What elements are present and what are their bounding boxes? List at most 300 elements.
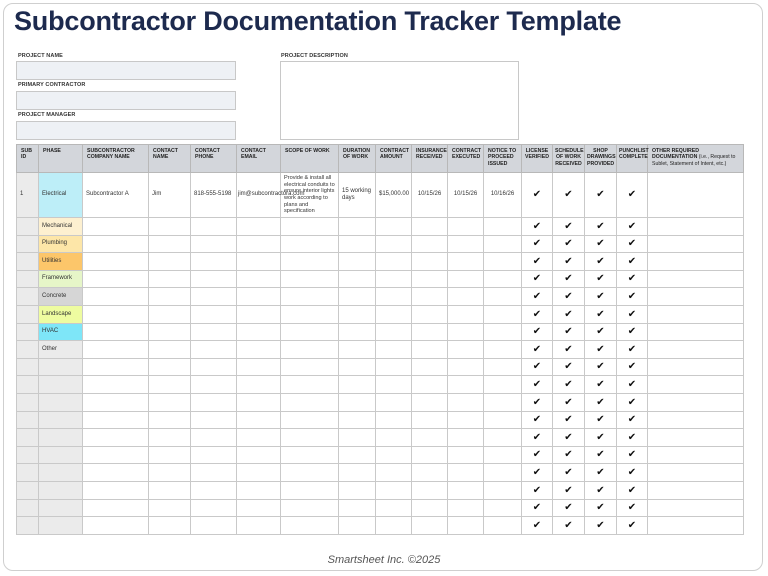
cell-phase[interactable] xyxy=(39,446,83,464)
cell-notice[interactable] xyxy=(484,481,522,499)
cell-duration[interactable] xyxy=(339,429,376,447)
cell-contact-email[interactable] xyxy=(237,288,281,306)
check-schedule[interactable]: ✔ xyxy=(553,253,585,271)
cell-other-docs[interactable] xyxy=(648,253,744,271)
check-schedule[interactable]: ✔ xyxy=(553,464,585,482)
cell-contact-name[interactable] xyxy=(149,341,191,359)
cell-insurance[interactable] xyxy=(412,429,448,447)
cell-insurance[interactable] xyxy=(412,464,448,482)
cell-contact-name[interactable] xyxy=(149,288,191,306)
cell-company[interactable] xyxy=(83,411,149,429)
cell-phase[interactable] xyxy=(39,376,83,394)
check-punchlist[interactable]: ✔ xyxy=(617,235,648,253)
cell-contact-name[interactable] xyxy=(149,358,191,376)
cell-scope[interactable] xyxy=(281,429,339,447)
cell-contact-phone[interactable] xyxy=(191,305,237,323)
cell-phase[interactable]: Mechanical xyxy=(39,218,83,236)
cell-contact-email[interactable] xyxy=(237,464,281,482)
cell-phase[interactable]: Landscape xyxy=(39,305,83,323)
cell-executed[interactable]: 10/15/26 xyxy=(448,173,484,218)
cell-insurance[interactable]: 10/15/26 xyxy=(412,173,448,218)
check-punchlist[interactable]: ✔ xyxy=(617,358,648,376)
check-punchlist[interactable]: ✔ xyxy=(617,499,648,517)
cell-sub-id[interactable]: 1 xyxy=(17,173,39,218)
cell-insurance[interactable] xyxy=(412,323,448,341)
cell-contact-name[interactable] xyxy=(149,376,191,394)
cell-phase[interactable]: Concrete xyxy=(39,288,83,306)
cell-company[interactable] xyxy=(83,446,149,464)
check-license[interactable]: ✔ xyxy=(522,270,553,288)
cell-sub-id[interactable] xyxy=(17,376,39,394)
project-name-field[interactable] xyxy=(16,61,236,80)
project-description-field[interactable] xyxy=(280,61,519,140)
cell-insurance[interactable] xyxy=(412,358,448,376)
check-punchlist[interactable]: ✔ xyxy=(617,446,648,464)
cell-amount[interactable] xyxy=(376,235,412,253)
cell-notice[interactable] xyxy=(484,218,522,236)
cell-duration[interactable] xyxy=(339,323,376,341)
cell-duration[interactable] xyxy=(339,464,376,482)
check-punchlist[interactable]: ✔ xyxy=(617,305,648,323)
cell-contact-email[interactable] xyxy=(237,376,281,394)
cell-contact-name[interactable] xyxy=(149,218,191,236)
cell-company[interactable] xyxy=(83,218,149,236)
cell-executed[interactable] xyxy=(448,358,484,376)
cell-notice[interactable] xyxy=(484,446,522,464)
cell-contact-email[interactable] xyxy=(237,305,281,323)
cell-scope[interactable] xyxy=(281,411,339,429)
cell-company[interactable] xyxy=(83,270,149,288)
cell-executed[interactable] xyxy=(448,446,484,464)
check-license[interactable]: ✔ xyxy=(522,481,553,499)
check-punchlist[interactable]: ✔ xyxy=(617,517,648,535)
cell-sub-id[interactable] xyxy=(17,305,39,323)
check-drawings[interactable]: ✔ xyxy=(585,270,617,288)
check-drawings[interactable]: ✔ xyxy=(585,358,617,376)
cell-scope[interactable] xyxy=(281,323,339,341)
cell-duration[interactable] xyxy=(339,393,376,411)
cell-amount[interactable]: $15,000.00 xyxy=(376,173,412,218)
check-punchlist[interactable]: ✔ xyxy=(617,288,648,306)
cell-amount[interactable] xyxy=(376,305,412,323)
cell-insurance[interactable] xyxy=(412,305,448,323)
cell-contact-name[interactable] xyxy=(149,446,191,464)
cell-duration[interactable] xyxy=(339,446,376,464)
check-license[interactable]: ✔ xyxy=(522,305,553,323)
cell-contact-phone[interactable] xyxy=(191,288,237,306)
cell-duration[interactable] xyxy=(339,218,376,236)
check-schedule[interactable]: ✔ xyxy=(553,376,585,394)
cell-executed[interactable] xyxy=(448,517,484,535)
check-drawings[interactable]: ✔ xyxy=(585,481,617,499)
cell-insurance[interactable] xyxy=(412,517,448,535)
cell-sub-id[interactable] xyxy=(17,446,39,464)
check-license[interactable]: ✔ xyxy=(522,235,553,253)
cell-other-docs[interactable] xyxy=(648,323,744,341)
cell-company[interactable] xyxy=(83,499,149,517)
cell-scope[interactable] xyxy=(281,517,339,535)
cell-insurance[interactable] xyxy=(412,393,448,411)
cell-contact-phone[interactable] xyxy=(191,341,237,359)
check-schedule[interactable]: ✔ xyxy=(553,393,585,411)
cell-notice[interactable] xyxy=(484,358,522,376)
check-license[interactable]: ✔ xyxy=(522,517,553,535)
cell-insurance[interactable] xyxy=(412,218,448,236)
cell-sub-id[interactable] xyxy=(17,481,39,499)
cell-sub-id[interactable] xyxy=(17,358,39,376)
check-punchlist[interactable]: ✔ xyxy=(617,253,648,271)
cell-duration[interactable] xyxy=(339,499,376,517)
cell-other-docs[interactable] xyxy=(648,499,744,517)
cell-notice[interactable] xyxy=(484,517,522,535)
cell-executed[interactable] xyxy=(448,235,484,253)
primary-contractor-field[interactable] xyxy=(16,91,236,110)
cell-other-docs[interactable] xyxy=(648,393,744,411)
check-drawings[interactable]: ✔ xyxy=(585,288,617,306)
cell-executed[interactable] xyxy=(448,499,484,517)
cell-company[interactable] xyxy=(83,253,149,271)
cell-company[interactable] xyxy=(83,358,149,376)
cell-notice[interactable] xyxy=(484,288,522,306)
cell-duration[interactable] xyxy=(339,235,376,253)
cell-executed[interactable] xyxy=(448,305,484,323)
cell-scope[interactable] xyxy=(281,218,339,236)
cell-scope[interactable] xyxy=(281,253,339,271)
cell-company[interactable] xyxy=(83,481,149,499)
cell-amount[interactable] xyxy=(376,517,412,535)
check-punchlist[interactable]: ✔ xyxy=(617,411,648,429)
cell-duration[interactable] xyxy=(339,288,376,306)
cell-other-docs[interactable] xyxy=(648,481,744,499)
cell-executed[interactable] xyxy=(448,341,484,359)
cell-sub-id[interactable] xyxy=(17,393,39,411)
check-drawings[interactable]: ✔ xyxy=(585,517,617,535)
cell-contact-email[interactable]: jim@subcontractora.com xyxy=(237,173,281,218)
cell-contact-phone[interactable] xyxy=(191,376,237,394)
cell-sub-id[interactable] xyxy=(17,341,39,359)
check-schedule[interactable]: ✔ xyxy=(553,305,585,323)
cell-other-docs[interactable] xyxy=(648,218,744,236)
cell-contact-phone[interactable] xyxy=(191,411,237,429)
cell-amount[interactable] xyxy=(376,429,412,447)
check-license[interactable]: ✔ xyxy=(522,376,553,394)
check-drawings[interactable]: ✔ xyxy=(585,429,617,447)
cell-other-docs[interactable] xyxy=(648,376,744,394)
cell-phase[interactable]: Framework xyxy=(39,270,83,288)
check-drawings[interactable]: ✔ xyxy=(585,499,617,517)
cell-insurance[interactable] xyxy=(412,270,448,288)
cell-executed[interactable] xyxy=(448,288,484,306)
cell-notice[interactable] xyxy=(484,411,522,429)
cell-company[interactable]: Subcontractor A xyxy=(83,173,149,218)
cell-sub-id[interactable] xyxy=(17,218,39,236)
check-drawings[interactable]: ✔ xyxy=(585,218,617,236)
cell-company[interactable] xyxy=(83,235,149,253)
cell-contact-name[interactable] xyxy=(149,464,191,482)
cell-scope[interactable] xyxy=(281,341,339,359)
cell-scope[interactable] xyxy=(281,305,339,323)
cell-contact-email[interactable] xyxy=(237,253,281,271)
check-license[interactable]: ✔ xyxy=(522,393,553,411)
cell-other-docs[interactable] xyxy=(648,429,744,447)
cell-scope[interactable] xyxy=(281,235,339,253)
cell-other-docs[interactable] xyxy=(648,173,744,218)
cell-notice[interactable] xyxy=(484,464,522,482)
cell-insurance[interactable] xyxy=(412,499,448,517)
cell-notice[interactable] xyxy=(484,376,522,394)
check-drawings[interactable]: ✔ xyxy=(585,253,617,271)
cell-notice[interactable] xyxy=(484,341,522,359)
check-schedule[interactable]: ✔ xyxy=(553,481,585,499)
cell-insurance[interactable] xyxy=(412,253,448,271)
check-drawings[interactable]: ✔ xyxy=(585,235,617,253)
check-punchlist[interactable]: ✔ xyxy=(617,393,648,411)
cell-contact-email[interactable] xyxy=(237,481,281,499)
cell-company[interactable] xyxy=(83,341,149,359)
check-drawings[interactable]: ✔ xyxy=(585,446,617,464)
cell-amount[interactable] xyxy=(376,499,412,517)
check-schedule[interactable]: ✔ xyxy=(553,323,585,341)
cell-company[interactable] xyxy=(83,288,149,306)
cell-scope[interactable] xyxy=(281,499,339,517)
cell-contact-email[interactable] xyxy=(237,235,281,253)
cell-phase[interactable] xyxy=(39,481,83,499)
cell-phase[interactable] xyxy=(39,464,83,482)
cell-other-docs[interactable] xyxy=(648,305,744,323)
check-punchlist[interactable]: ✔ xyxy=(617,218,648,236)
cell-insurance[interactable] xyxy=(412,481,448,499)
check-license[interactable]: ✔ xyxy=(522,341,553,359)
cell-sub-id[interactable] xyxy=(17,411,39,429)
check-license[interactable]: ✔ xyxy=(522,218,553,236)
check-schedule[interactable]: ✔ xyxy=(553,288,585,306)
cell-company[interactable] xyxy=(83,393,149,411)
check-license[interactable]: ✔ xyxy=(522,411,553,429)
cell-contact-name[interactable] xyxy=(149,270,191,288)
cell-executed[interactable] xyxy=(448,393,484,411)
cell-company[interactable] xyxy=(83,429,149,447)
check-drawings[interactable]: ✔ xyxy=(585,173,617,218)
check-license[interactable]: ✔ xyxy=(522,499,553,517)
cell-other-docs[interactable] xyxy=(648,464,744,482)
cell-contact-name[interactable] xyxy=(149,499,191,517)
cell-notice[interactable] xyxy=(484,270,522,288)
cell-notice[interactable] xyxy=(484,499,522,517)
cell-contact-name[interactable] xyxy=(149,253,191,271)
cell-sub-id[interactable] xyxy=(17,253,39,271)
cell-phase[interactable] xyxy=(39,429,83,447)
cell-phase[interactable] xyxy=(39,393,83,411)
cell-scope[interactable]: Provide & install all electrical conduits to ensure interior lights work according to plans and specification xyxy=(281,173,339,218)
cell-duration[interactable]: 15 working days xyxy=(339,173,376,218)
cell-executed[interactable] xyxy=(448,376,484,394)
cell-sub-id[interactable] xyxy=(17,499,39,517)
check-punchlist[interactable]: ✔ xyxy=(617,376,648,394)
cell-contact-email[interactable] xyxy=(237,499,281,517)
cell-contact-phone[interactable] xyxy=(191,464,237,482)
check-punchlist[interactable]: ✔ xyxy=(617,323,648,341)
cell-contact-name[interactable] xyxy=(149,323,191,341)
cell-notice[interactable]: 10/16/26 xyxy=(484,173,522,218)
cell-phase[interactable] xyxy=(39,499,83,517)
cell-contact-phone[interactable] xyxy=(191,235,237,253)
cell-sub-id[interactable] xyxy=(17,235,39,253)
cell-contact-email[interactable] xyxy=(237,218,281,236)
cell-duration[interactable] xyxy=(339,341,376,359)
cell-amount[interactable] xyxy=(376,464,412,482)
cell-company[interactable] xyxy=(83,323,149,341)
cell-other-docs[interactable] xyxy=(648,235,744,253)
check-schedule[interactable]: ✔ xyxy=(553,235,585,253)
cell-other-docs[interactable] xyxy=(648,270,744,288)
project-manager-field[interactable] xyxy=(16,121,236,140)
check-drawings[interactable]: ✔ xyxy=(585,341,617,359)
cell-other-docs[interactable] xyxy=(648,446,744,464)
cell-contact-name[interactable] xyxy=(149,235,191,253)
cell-contact-email[interactable] xyxy=(237,517,281,535)
cell-notice[interactable] xyxy=(484,393,522,411)
cell-contact-phone[interactable] xyxy=(191,393,237,411)
cell-contact-phone[interactable] xyxy=(191,253,237,271)
cell-amount[interactable] xyxy=(376,446,412,464)
cell-other-docs[interactable] xyxy=(648,288,744,306)
check-drawings[interactable]: ✔ xyxy=(585,393,617,411)
check-schedule[interactable]: ✔ xyxy=(553,218,585,236)
check-license[interactable]: ✔ xyxy=(522,429,553,447)
cell-contact-email[interactable] xyxy=(237,429,281,447)
cell-duration[interactable] xyxy=(339,305,376,323)
cell-contact-email[interactable] xyxy=(237,341,281,359)
cell-executed[interactable] xyxy=(448,481,484,499)
check-drawings[interactable]: ✔ xyxy=(585,305,617,323)
cell-insurance[interactable] xyxy=(412,341,448,359)
check-punchlist[interactable]: ✔ xyxy=(617,270,648,288)
cell-contact-name[interactable] xyxy=(149,393,191,411)
cell-amount[interactable] xyxy=(376,393,412,411)
cell-contact-email[interactable] xyxy=(237,358,281,376)
cell-insurance[interactable] xyxy=(412,376,448,394)
cell-scope[interactable] xyxy=(281,393,339,411)
cell-scope[interactable] xyxy=(281,288,339,306)
check-schedule[interactable]: ✔ xyxy=(553,446,585,464)
check-license[interactable]: ✔ xyxy=(522,323,553,341)
cell-contact-email[interactable] xyxy=(237,393,281,411)
cell-contact-email[interactable] xyxy=(237,411,281,429)
cell-duration[interactable] xyxy=(339,253,376,271)
cell-notice[interactable] xyxy=(484,305,522,323)
cell-amount[interactable] xyxy=(376,270,412,288)
check-schedule[interactable]: ✔ xyxy=(553,341,585,359)
cell-contact-name[interactable] xyxy=(149,411,191,429)
cell-contact-phone[interactable] xyxy=(191,429,237,447)
cell-scope[interactable] xyxy=(281,376,339,394)
cell-contact-phone[interactable] xyxy=(191,517,237,535)
check-schedule[interactable]: ✔ xyxy=(553,270,585,288)
cell-contact-name[interactable] xyxy=(149,305,191,323)
cell-company[interactable] xyxy=(83,305,149,323)
cell-executed[interactable] xyxy=(448,253,484,271)
cell-insurance[interactable] xyxy=(412,235,448,253)
cell-notice[interactable] xyxy=(484,429,522,447)
cell-contact-phone[interactable] xyxy=(191,446,237,464)
cell-other-docs[interactable] xyxy=(648,411,744,429)
cell-scope[interactable] xyxy=(281,358,339,376)
cell-company[interactable] xyxy=(83,464,149,482)
check-punchlist[interactable]: ✔ xyxy=(617,429,648,447)
check-license[interactable]: ✔ xyxy=(522,253,553,271)
cell-contact-name[interactable] xyxy=(149,481,191,499)
cell-other-docs[interactable] xyxy=(648,358,744,376)
cell-duration[interactable] xyxy=(339,270,376,288)
cell-contact-name[interactable]: Jim xyxy=(149,173,191,218)
check-schedule[interactable]: ✔ xyxy=(553,358,585,376)
cell-phase[interactable]: HVAC xyxy=(39,323,83,341)
cell-company[interactable] xyxy=(83,517,149,535)
cell-phase[interactable] xyxy=(39,358,83,376)
cell-insurance[interactable] xyxy=(412,446,448,464)
cell-amount[interactable] xyxy=(376,411,412,429)
cell-sub-id[interactable] xyxy=(17,464,39,482)
check-punchlist[interactable]: ✔ xyxy=(617,173,648,218)
cell-contact-phone[interactable] xyxy=(191,270,237,288)
cell-contact-phone[interactable]: 818-555-5198 xyxy=(191,173,237,218)
check-punchlist[interactable]: ✔ xyxy=(617,464,648,482)
check-drawings[interactable]: ✔ xyxy=(585,323,617,341)
cell-duration[interactable] xyxy=(339,481,376,499)
check-drawings[interactable]: ✔ xyxy=(585,411,617,429)
cell-scope[interactable] xyxy=(281,464,339,482)
cell-amount[interactable] xyxy=(376,323,412,341)
cell-contact-name[interactable] xyxy=(149,517,191,535)
cell-executed[interactable] xyxy=(448,464,484,482)
cell-other-docs[interactable] xyxy=(648,341,744,359)
cell-contact-phone[interactable] xyxy=(191,358,237,376)
cell-other-docs[interactable] xyxy=(648,517,744,535)
check-license[interactable]: ✔ xyxy=(522,358,553,376)
cell-executed[interactable] xyxy=(448,218,484,236)
cell-sub-id[interactable] xyxy=(17,270,39,288)
cell-amount[interactable] xyxy=(376,358,412,376)
cell-notice[interactable] xyxy=(484,253,522,271)
check-schedule[interactable]: ✔ xyxy=(553,173,585,218)
cell-amount[interactable] xyxy=(376,341,412,359)
cell-amount[interactable] xyxy=(376,253,412,271)
cell-duration[interactable] xyxy=(339,376,376,394)
cell-scope[interactable] xyxy=(281,270,339,288)
cell-contact-email[interactable] xyxy=(237,446,281,464)
check-license[interactable]: ✔ xyxy=(522,464,553,482)
cell-sub-id[interactable] xyxy=(17,323,39,341)
check-schedule[interactable]: ✔ xyxy=(553,499,585,517)
cell-contact-email[interactable] xyxy=(237,323,281,341)
cell-notice[interactable] xyxy=(484,235,522,253)
cell-phase[interactable]: Other xyxy=(39,341,83,359)
check-license[interactable]: ✔ xyxy=(522,288,553,306)
check-license[interactable]: ✔ xyxy=(522,173,553,218)
cell-sub-id[interactable] xyxy=(17,517,39,535)
cell-contact-phone[interactable] xyxy=(191,323,237,341)
cell-phase[interactable]: Electrical xyxy=(39,173,83,218)
cell-notice[interactable] xyxy=(484,323,522,341)
cell-executed[interactable] xyxy=(448,270,484,288)
cell-company[interactable] xyxy=(83,376,149,394)
cell-contact-name[interactable] xyxy=(149,429,191,447)
cell-insurance[interactable] xyxy=(412,288,448,306)
cell-insurance[interactable] xyxy=(412,411,448,429)
check-punchlist[interactable]: ✔ xyxy=(617,481,648,499)
cell-duration[interactable] xyxy=(339,358,376,376)
check-schedule[interactable]: ✔ xyxy=(553,411,585,429)
